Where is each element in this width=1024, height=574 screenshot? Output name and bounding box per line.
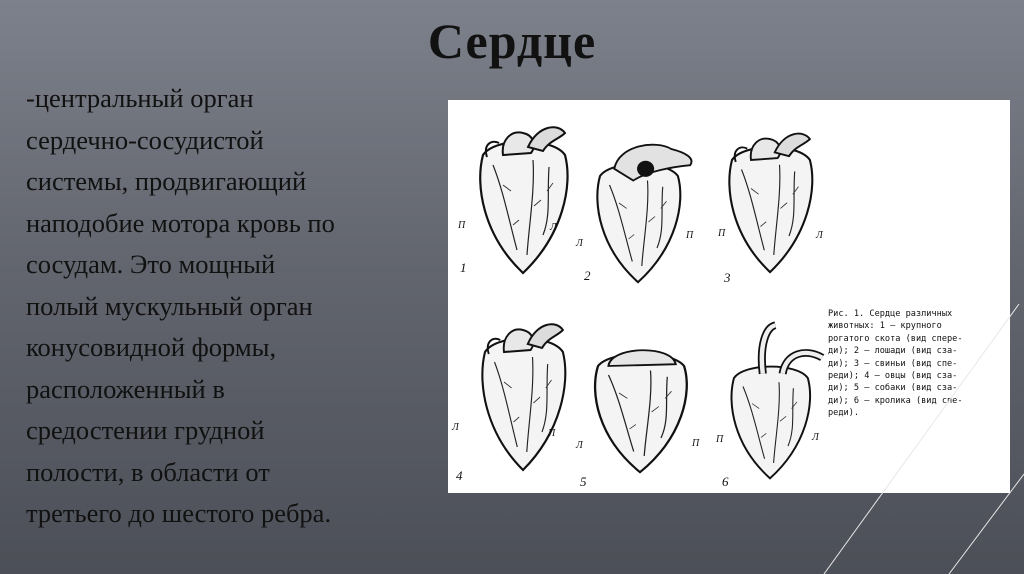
body-line: системы, продвигающий — [26, 166, 307, 196]
heart-5-left-label: Л — [576, 440, 583, 451]
heart-1-number: 1 — [460, 260, 467, 275]
heart-3-number: 3 — [724, 270, 731, 285]
body-line: сердечно-сосудистой — [26, 124, 264, 155]
heart-5 — [595, 350, 687, 472]
heart-5-right-label: П — [692, 438, 700, 449]
caption-line: ди); 6 — кролика (вид спе- — [828, 395, 963, 406]
heart-3-left-label: П — [718, 228, 726, 239]
slide-body-text — [26, 78, 426, 535]
heart-1-right-label: Л — [550, 222, 557, 233]
body-line: третьего до шестого ребра. — [26, 498, 332, 528]
body-line: полый мускульный орган — [26, 290, 313, 321]
heart-2-right-label: П — [686, 230, 694, 241]
body-line: конусовидной формы, — [26, 332, 277, 362]
heart-6-number: 6 — [722, 474, 729, 489]
heart-5-number: 5 — [580, 474, 587, 489]
caption-line: ди); 3 — свиньи (вид спе- — [828, 358, 958, 369]
body-line: полости, в области от — [26, 456, 270, 487]
caption-line: ди); 2 — лошади (вид сза- — [828, 346, 958, 357]
heart-4-number: 4 — [456, 468, 463, 483]
body-line: -центральный орган — [26, 83, 254, 113]
body-line: наподобие мотора кровь по — [26, 207, 335, 238]
caption-line: ди); 5 — собаки (вид сза- — [828, 383, 958, 394]
heart-2-left-label: Л — [576, 238, 583, 249]
caption-line: животных: 1 — крупного — [828, 321, 942, 332]
heart-4-right-label: П — [548, 428, 556, 439]
caption-line: реди); 4 — овцы (вид сза- — [828, 371, 958, 382]
caption-line: Рис. 1. Сердце различных — [828, 309, 953, 319]
body-line: сосудам. Это мощный — [26, 249, 276, 279]
caption-line: рогатого скота (вид спере- — [828, 333, 963, 344]
heart-2-number: 2 — [584, 268, 591, 283]
heart-4-left-label: Л — [452, 422, 459, 433]
heart-2 — [597, 145, 694, 282]
heart-1 — [480, 127, 567, 273]
heart-6-left-label: П — [716, 434, 724, 445]
body-line: средостении грудной — [26, 415, 265, 445]
slide-title: Сердце — [427, 13, 597, 69]
heart-6-right-label: Л — [812, 432, 819, 443]
caption-line: реди). — [828, 408, 860, 419]
body-line: расположенный в — [26, 373, 225, 404]
heart-3-right-label: Л — [816, 230, 823, 241]
heart-4 — [482, 324, 565, 470]
decorative-corner-lines — [764, 244, 1024, 574]
heart-1-left-label: П — [458, 220, 466, 231]
